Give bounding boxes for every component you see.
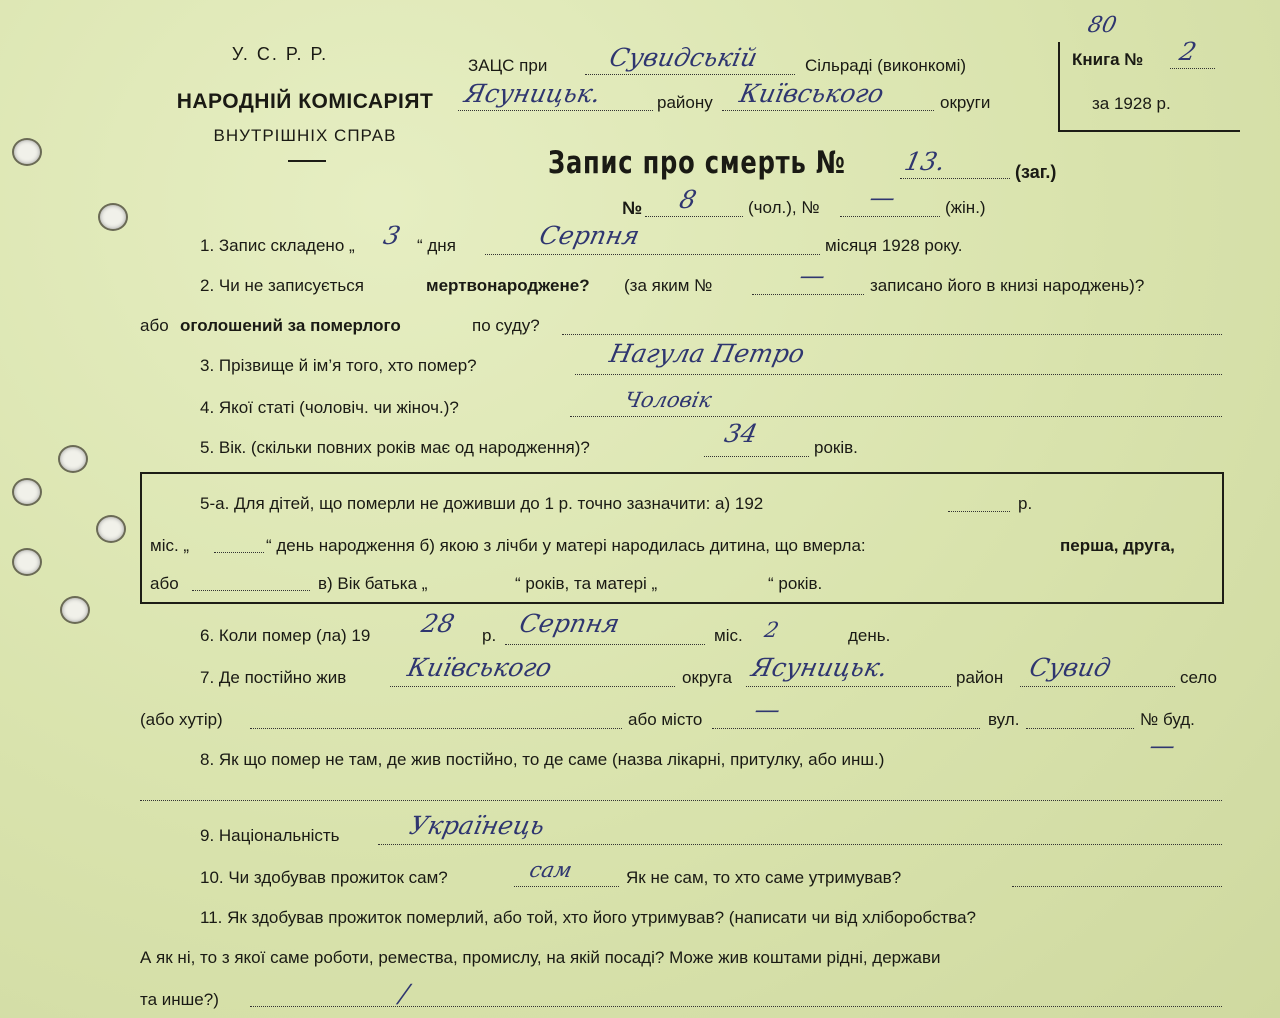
q5a-line2-a: міс. „ <box>150 536 190 555</box>
q7-street: вул. <box>988 710 1020 729</box>
q5-label: 5. Вік. (скільки повних років має од народження)? <box>200 438 590 457</box>
q2-label: 2. Чи не записується <box>200 276 364 295</box>
q9-label: 9. Національність <box>200 826 340 845</box>
q6-year: 28 <box>419 609 458 638</box>
q9-line <box>378 844 1222 845</box>
q10-rest-line <box>1012 886 1222 887</box>
q7-village-label: село <box>1180 668 1217 687</box>
q5-line <box>704 456 809 457</box>
book-number: 2 <box>1177 37 1200 66</box>
book-number-line <box>1170 68 1215 69</box>
q10-label: 10. Чи здобував прожиток сам? <box>200 868 448 887</box>
q1-month-line <box>485 254 820 255</box>
q6-mis: міс. <box>714 626 743 645</box>
q7-line2-a: (або хутір) <box>140 710 223 729</box>
q1-mid: “ дня <box>417 236 456 255</box>
q3-value: Нагула Петро <box>607 339 808 368</box>
q7-city-line <box>712 728 980 729</box>
male-number: 8 <box>677 185 700 214</box>
q3-line <box>575 374 1222 375</box>
q7-label: 7. Де постійно жив <box>200 668 347 687</box>
q11-line3: та инше?) <box>140 990 219 1009</box>
punch-hole <box>96 515 126 543</box>
total-suffix: (заг.) <box>1015 162 1057 182</box>
q7-village-line <box>1020 686 1175 687</box>
q1-end: місяця 1928 року. <box>825 236 963 255</box>
q5-end: років. <box>814 438 858 457</box>
male-suffix: (чол.), № <box>748 198 820 217</box>
q5-value: 34 <box>722 419 761 448</box>
punch-hole <box>58 445 88 473</box>
female-number: — <box>867 183 899 212</box>
commissariat-label: НАРОДНІЙ КОМІСАРІЯТ <box>176 90 434 113</box>
punch-hole <box>12 138 42 166</box>
q7-city: — <box>752 695 784 724</box>
q11-line1: 11. Як здобував прожиток померлий, або той, хто його утримував? (написати чи від хліборобства? <box>200 908 976 927</box>
q7-district-line <box>746 686 951 687</box>
q5a-line3-b: в) Вік батька „ <box>318 574 428 593</box>
book-label: Книга № <box>1072 50 1144 69</box>
male-no-label: № <box>622 198 643 218</box>
zags-label: ЗАЦС при <box>468 56 548 75</box>
q10-line <box>514 886 619 887</box>
q2-end: записано його в книзі народжень)? <box>870 276 1145 295</box>
punch-hole <box>98 203 128 231</box>
district-label: району <box>657 93 713 112</box>
q2-line2-a: або <box>140 316 169 335</box>
q6-end: день. <box>848 626 891 645</box>
q6-month-line <box>505 644 705 645</box>
q4-value: Чоловік <box>622 388 714 412</box>
q2-value: — <box>797 261 829 290</box>
q3-label: 3. Прізвище й ім’я того, хто помер? <box>200 356 477 375</box>
female-suffix: (жін.) <box>945 198 986 217</box>
q7-line2-b: або місто <box>628 710 703 729</box>
q6-day: 2 <box>762 618 781 642</box>
q5a-line3-c: “ років, та матері „ <box>515 574 658 593</box>
q11-value: / <box>397 979 412 1008</box>
female-number-line <box>840 216 940 217</box>
q2-rest: (за яким № <box>624 276 713 295</box>
q5a-other-line <box>192 590 310 591</box>
q7-okrug-label: округа <box>682 668 732 687</box>
village-value: Сувидській <box>607 43 760 72</box>
q8-label: 8. Як що помер не там, де жив постійно, то де саме (назва лікарні, притулку, або инш.) <box>200 750 885 769</box>
punch-hole <box>60 596 90 624</box>
q10-value: сам <box>527 858 575 882</box>
q10-rest: Як не сам, то хто саме утримував? <box>626 868 902 887</box>
q6-label: 6. Коли помер (ла) 19 <box>200 626 371 645</box>
q9-value: Українець <box>407 811 548 840</box>
total-number-line <box>900 178 1010 179</box>
q4-label: 4. Якої статі (чоловіч. чи жіноч.)? <box>200 398 459 417</box>
punch-hole <box>12 478 42 506</box>
header-divider <box>288 160 326 162</box>
q4-line <box>570 416 1222 417</box>
q1-day: 3 <box>381 221 404 250</box>
book-handwritten-number: 80 <box>1085 13 1119 38</box>
council-label: Сільраді (виконкомі) <box>805 56 967 75</box>
q7-district-label: район <box>956 668 1004 687</box>
q5a-year-line <box>948 511 1010 512</box>
q2-line2-c: по суду? <box>472 316 540 335</box>
q2-line <box>752 294 864 295</box>
book-year: за 1928 р. <box>1092 94 1171 113</box>
internal-affairs-label: ВНУТРІШНІХ СПРАВ <box>213 126 397 145</box>
q5a-line2-b: “ день народження б) якою з лічби у матері народилась дитина, що вмерла: <box>266 536 866 555</box>
q7-khutir-line <box>250 728 622 729</box>
q6-month: Серпня <box>517 609 623 638</box>
q7-district: Ясуницьк. <box>749 653 891 682</box>
okrug-line <box>722 110 934 111</box>
q7-okrug-line <box>390 686 675 687</box>
q11-line2: А як ні, то з якої саме роботи, ремества, промислу, на якій посаді? Може жив коштами рідні, держави <box>140 948 941 967</box>
q11-line <box>250 1006 1222 1007</box>
q5a-day-line <box>214 552 264 553</box>
q1-label: 1. Запис складено „ <box>200 236 355 255</box>
q7-street-line <box>1026 728 1134 729</box>
q8-value: — <box>1147 731 1179 760</box>
q5a-line1-end: р. <box>1018 494 1033 513</box>
total-number: 13. <box>902 147 948 176</box>
q6-r: р. <box>482 626 497 645</box>
okrug-value: Київського <box>737 79 887 108</box>
q5a-line2-bold: перша, друга, <box>1060 536 1175 555</box>
village-line <box>585 74 795 75</box>
district-value: Ясуницьк. <box>462 79 604 108</box>
q7-bud: № буд. <box>1140 710 1195 729</box>
q5a-line1: 5-а. Для дітей, що померли не доживши до 1 р. точно зазначити: а) 192 <box>200 494 764 513</box>
okrug-label: округи <box>940 93 991 112</box>
q2-line2-line <box>562 334 1222 335</box>
punch-hole <box>12 548 42 576</box>
district-line <box>458 110 653 111</box>
ussr-label: У. С. Р. Р. <box>231 44 329 64</box>
q5a-line3-d: “ років. <box>768 574 823 593</box>
q8-line <box>140 800 1222 801</box>
q7-village: Сувид <box>1027 653 1114 682</box>
q7-okrug: Київського <box>405 653 555 682</box>
q1-month: Серпня <box>537 221 643 250</box>
q2-line2-bold: оголошений за померлого <box>180 316 401 335</box>
record-title: Запис про смерть № <box>548 145 846 181</box>
male-number-line <box>645 216 743 217</box>
q5a-line3-a: або <box>150 574 179 593</box>
q2-bold: мертвонароджене? <box>426 276 590 295</box>
